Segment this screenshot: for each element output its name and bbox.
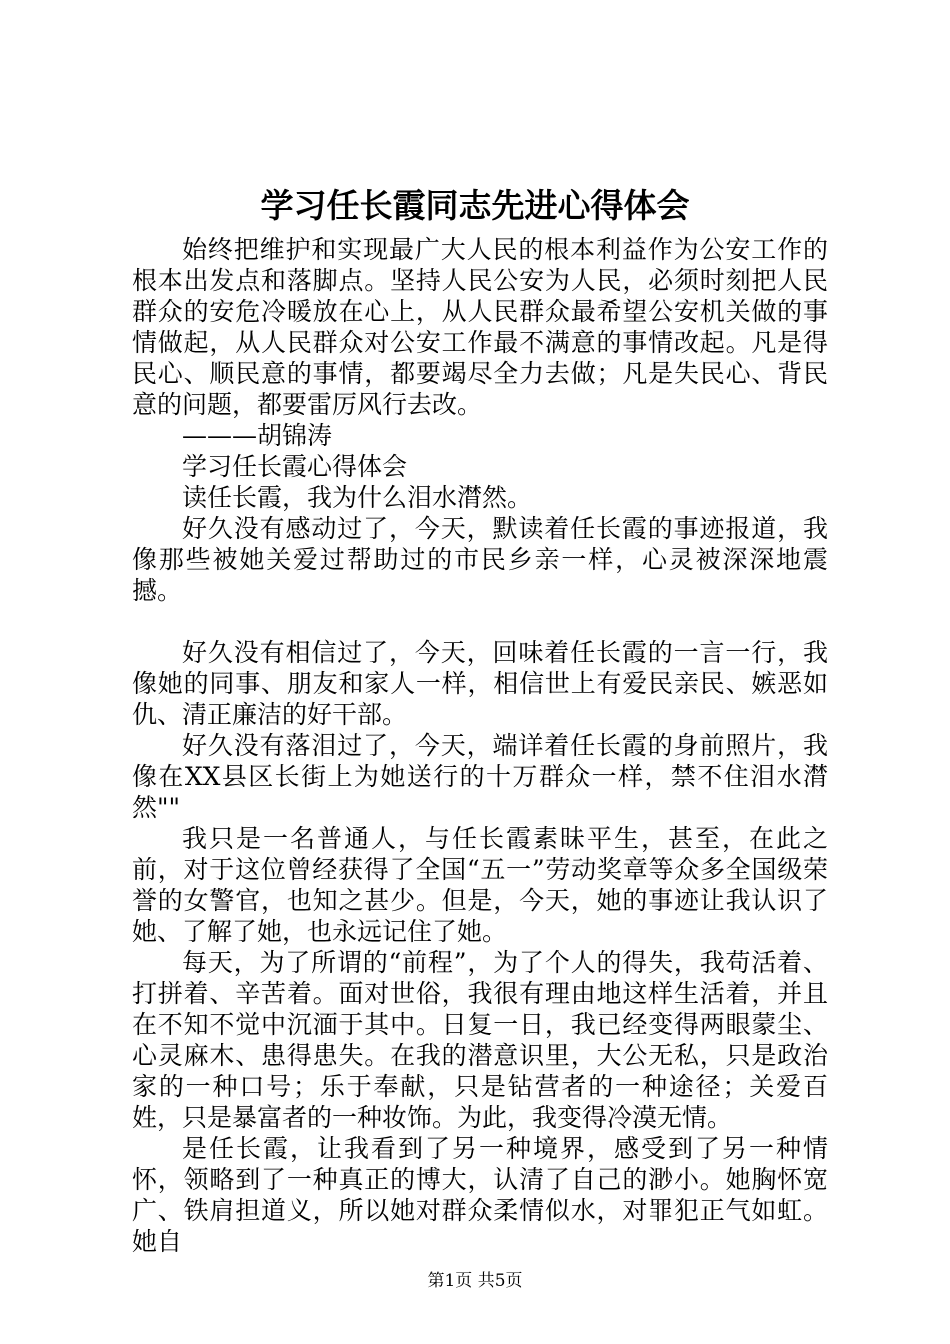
document-title: 学习任长霞同志先进心得体会 [260, 186, 690, 225]
paragraph: 好久没有落泪过了，今天，端详着任长霞的身前照片，我像在XX县区长街上为她送行的十万群众一样，禁不住泪水潸然"" [132, 731, 828, 822]
paragraph: 好久没有感动过了，今天，默读着任长霞的事迹报道，我像那些被她关爱过帮助过的市民乡亲一样，心灵被深深地震撼。 [132, 514, 828, 605]
paragraph: 我只是一名普通人，与任长霞素昧平生，甚至，在此之前，对于这位曾经获得了全国“五一”劳动奖章等众多全国级荣誉的女警官，也知之甚少。但是，今天，她的事迹让我认识了她、了解了她，也永远记住了她。 [132, 824, 828, 946]
paragraph-quote: 始终把维护和实现最广大人民的根本利益作为公安工作的根本出发点和落脚点。坚持人民公安为人民，必须时刻把人民群众的安危冷暖放在心上，从人民群众最希望公安机关做的事情做起，从人民群众对公安工作最不满意的事情改起。凡是得民心、顺民意的事情，都要竭尽全力去做；凡是失民心、背民意的问题，都要雷厉风行去改。 [132, 235, 828, 419]
paragraph: 读任长霞，我为什么泪水潸然。 [182, 483, 533, 512]
quote-attribution: ———胡锦涛 [182, 421, 333, 450]
paragraph: 好久没有相信过了，今天，回味着任长霞的一言一行，我像她的同事、朋友和家人一样，相信世上有爱民亲民、嫉恶如仇、清正廉洁的好干部。 [132, 638, 828, 729]
document-body [132, 234, 828, 1257]
paragraph: 是任长霞，让我看到了另一种境界，感受到了另一种情怀，领略到了一种真正的博大，认清了自己的渺小。她胸怀宽广、铁肩担道义，所以她对群众柔情似水，对罪犯正气如虹。她自 [132, 1134, 828, 1256]
page-number-footer: 第1页 共5页 [427, 1271, 523, 1291]
section-heading: 学习任长霞心得体会 [182, 452, 408, 481]
paragraph: 每天，为了所谓的“前程”，为了个人的得失，我苟活着、打拼着、辛苦着。面对世俗，我很有理由地这样生活着，并且在不知不觉中沉湎于其中。日复一日，我已经变得两眼蒙尘、心灵麻木、患得患失。在我的潜意识里，大公无私，只是政治家的一种口号；乐于奉献，只是钻营者的一种途径；关爱百姓，只是暴富者的一种妆饰。为此，我变得冷漠无情。 [132, 948, 828, 1132]
